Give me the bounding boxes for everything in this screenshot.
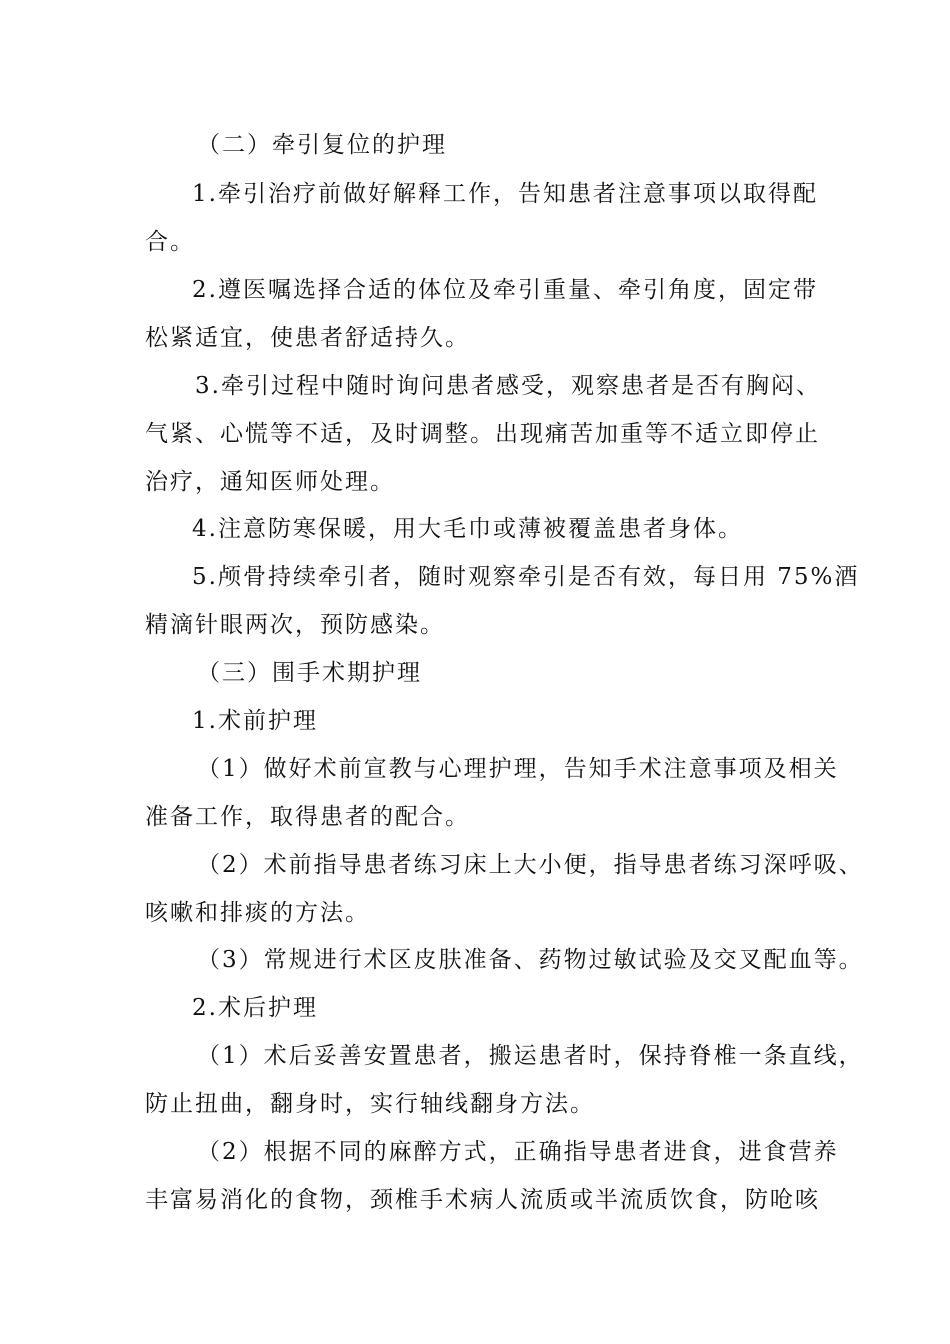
paragraph-line: （3）常规进行术区皮肤准备、药物过敏试验及交叉配血等。 [197,947,864,973]
paragraph-line: 丰富易消化的食物，颈椎手术病人流质或半流质饮食，防呛咳 [145,1187,820,1213]
subheading-postoperative: 2.术后护理 [192,995,318,1021]
section-heading-traction: （二）牵引复位的护理 [197,132,447,158]
paragraph-line: （1）术后妥善安置患者，搬运患者时，保持脊椎一条直线， [197,1043,864,1069]
paragraph-line: 防止扭曲，翻身时，实行轴线翻身方法。 [145,1091,595,1117]
paragraph-line: 2.遵医嘱选择合适的体位及牵引重量、牵引角度，固定带 [192,277,818,303]
paragraph-line: 精滴针眼两次，预防感染。 [145,612,445,638]
paragraph-line: 咳嗽和排痰的方法。 [145,900,370,926]
paragraph-line: 4.注意防寒保暖，用大毛巾或薄被覆盖患者身体。 [192,516,743,542]
paragraph-line: 治疗，通知医师处理。 [145,469,395,495]
paragraph-line: （2）根据不同的麻醉方式，正确指导患者进食，进食营养 [197,1139,839,1165]
subheading-preoperative: 1.术前护理 [192,708,318,734]
paragraph-line: 准备工作，取得患者的配合。 [145,804,470,830]
paragraph-line: 松紧适宜，使患者舒适持久。 [145,325,470,351]
paragraph-line: （2）术前指导患者练习床上大小便，指导患者练习深呼吸、 [197,852,864,878]
paragraph-line: 5.颅骨持续牵引者，随时观察牵引是否有效，每日用 75%酒 [192,564,860,590]
paragraph-line: 3.牵引过程中随时询问患者感受，观察患者是否有胸闷、 [195,373,821,399]
paragraph-line: 1.牵引治疗前做好解释工作，告知患者注意事项以取得配 [192,181,818,207]
paragraph-line: （1）做好术前宣教与心理护理，告知手术注意事项及相关 [197,756,839,782]
paragraph-line: 气紧、心慌等不适，及时调整。出现痛苦加重等不适立即停止 [145,421,820,447]
section-heading-perioperative: （三）围手术期护理 [197,660,422,686]
paragraph-line: 合。 [145,229,195,255]
